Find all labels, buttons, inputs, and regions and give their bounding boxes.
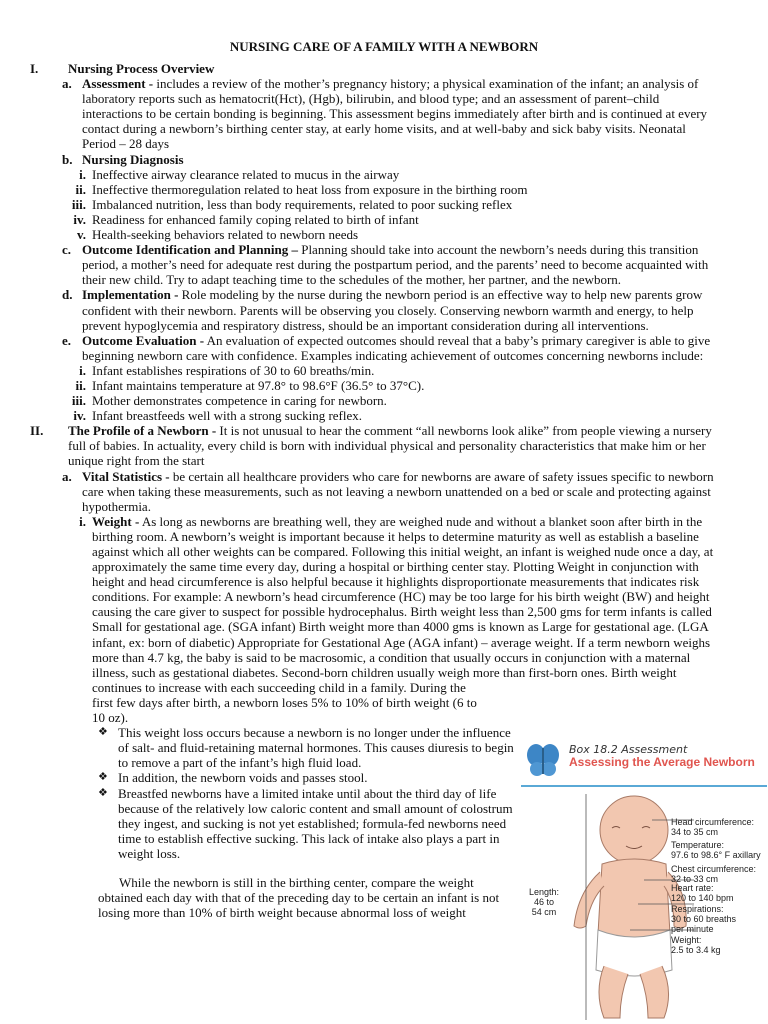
figure-subtitle: Assessing the Average Newborn	[569, 755, 755, 769]
temperature-label: Temperature: 97.6 to 98.6° F axillary	[671, 840, 761, 860]
list-item: iv. Readiness for enhanced family coping related to birth of infant	[73, 211, 419, 227]
diamond-bullet-icon: ❖	[98, 786, 108, 799]
section-title: Nursing Process Overview	[68, 61, 215, 76]
list-item: ❖ Breastfed newborns have a limited intake until about the third day of life because of the relatively low caloric content and small amount of colostrum they ingest, and sucking is not yet established; formula-fed newborns need time to establish effective sucking. This lack of intake also plays a part in weight loss.	[98, 785, 513, 861]
list-item: ❖ This weight loss occurs because a newborn is no longer under the influence of salt- and fluid-retaining maternal hormones. This causes diuresis to begin to remove a part of the infant’s high fluid load.	[98, 725, 514, 771]
list-item: iii. Mother demonstrates competence in caring for newborn.	[71, 393, 387, 409]
box-label: Box 18.2 Assessment	[569, 743, 688, 756]
butterfly-icon	[525, 742, 561, 778]
diamond-bullet-icon: ❖	[98, 771, 108, 784]
list-item: v. Health-seeking behaviors related to newborn needs	[76, 227, 359, 243]
section-marker: I.	[30, 61, 39, 76]
outline-item: e. Outcome Evaluation - An evaluation of expected outcomes should reveal that a baby’s primary caregiver is able to give beginning newborn care with confidence. Examples indicating achievement of outcomes concerning newborns include:	[62, 332, 711, 363]
assessment-figure	[519, 738, 768, 1024]
heart-rate-label: Heart rate: 120 to 140 bpm	[671, 883, 734, 903]
diamond-bullet-icon: ❖	[98, 726, 108, 739]
outline-item: a. Vital Statistics - be certain all healthcare providers who care for newborns are aware of safety issues specific to newborn care when taking these measurements, such as not leaving a newborn unattended on a bed or scale and protecting against hypothermia.	[62, 468, 714, 514]
head-circumference-label: Head circumference: 34 to 35 cm	[671, 817, 755, 837]
list-item: iii. Imbalanced nutrition, less than body requirements, related to poor sucking reflex	[71, 196, 513, 212]
weight-bullets	[30, 725, 518, 861]
length-label: Length: 46 to 54 cm	[529, 887, 560, 917]
document-title: NURSING CARE OF A FAMILY WITH A NEWBORN	[229, 39, 539, 54]
list-item: ii. Infant maintains temperature at 97.8° to 98.6°F (36.5° to 37°C).	[75, 377, 425, 393]
evaluation-list	[30, 363, 720, 423]
list-item: i. Ineffective airway clearance related to mucus in the airway	[79, 166, 400, 182]
list-item: iv. Infant breastfeeds well with a strong sucking reflex.	[73, 408, 363, 424]
closing-paragraph: While the newborn is still in the birthing center, compare the weight obtained each day with that of the preceding day to be certain an infant is not losing more than 10% of birth weight because abnormal loss of weight	[98, 874, 500, 921]
outline-item: i. Weight - As long as newborns are breathing well, they are weighed nude and without a blanket soon after birth in the birthing room. A newborn’s weight is important because it helps to determine maturity as well as establish a baseline against which all other weights can be compared. Following this initial weight, an infant is weighed nude once a day, at approximately the same time every day, during a hospital or birthing center stay. Plotting Weight in conjunction with height and head circumference is also helpful because it highlights disproportionate measurements that indicates risk conditions. For example: A newborn’s head circumference (HC) may be too large for his birth weight (BW) and height causing the care giver to suspect for possible hydrocephalus. Birth weight less than 2,500 gms for term infants is called Small for gestational age. (SGA infant) Birth weight more than 4000 gms is known as Large for gestational age. (LGA infant, ex: born of diabetic) Appropriate for Gestational Age (AGA infant) – average weight. If a term newborn weighs more than 4.7 kg, the baby is said to be macrosomic, a condition that usually occurs in conjunction with a maternal illness, such as gestational diabetes. Second-born children usually weigh more than first-born ones. Birth weight	[79, 513, 714, 680]
chest-circumference-label: Chest circumference: 32 to 33 cm	[671, 864, 757, 884]
section-heading: II. The Profile of a Newborn - It is not unusual to hear the comment “all newborns look alike” from people viewing a nursery full of babies. In actuality, every child is born with individual physical and personality characteristics that make him or her unique right from the start	[30, 423, 712, 469]
outline-item: a. Assessment - includes a review of the mother’s pregnancy history; a physical examination of the infant; an analysis of laboratory reports such as hematocrit(Hct), (Hgb), bilirubin, and blood type; and an assessment of parent–child interactions to be certain bonding is beginning. This assessment begins immediately after birth and is continued at every contact during a newborn’s birthing center stay, at early home visits, and at well-baby and sick baby visits. Neonatal Period – 28 days	[62, 76, 708, 152]
figure-divider	[521, 785, 767, 787]
respirations-label: Respirations: 30 to 60 breaths per minute	[671, 904, 737, 934]
outline-item: d. Implementation - Role modeling by the nurse during the newborn period is an effective way to help new parents grow confident with their newborn. Parents will be observing you closely. Conserving newborn warmth and energy, to help prevent hypoglycemia and respiratory distress, should be an important consideration during all interventions.	[62, 287, 703, 333]
diagnosis-list	[30, 167, 720, 242]
weight-label: Weight: 2.5 to 3.4 kg	[671, 935, 721, 955]
list-item: i. Infant establishes respirations of 30 to 60 breaths/min.	[79, 362, 375, 378]
outline-item: b. Nursing Diagnosis	[62, 151, 184, 167]
list-item: ❖ In addition, the newborn voids and passes stool.	[98, 770, 368, 786]
list-item: ii. Ineffective thermoregulation related to heat loss from exposure in the birthing room	[75, 181, 528, 197]
section-heading	[30, 61, 720, 76]
document-body: I. Nursing Process Overview a. Assessment - includes a review of the mother’s pregnancy history; a physical examination of the infant; an analysis of laboratory reports such as hematocrit(Hct), (Hgb), bilirubin, and blood type; and an assessment of parent–child interactions to be certain bonding is beginning. This assessment begins immediately after birth and is continued at every contact during a newborn’s birthing center stay, at early home visits, and at well-baby and sick baby visits. Neonatal Period – 28 days b. Nursing Diagnosis i. Ineffective airway clearance related to mucus in the airway ii. Ineffective thermoregulation related to heat loss from exposure in the birthing room iii. Imbalanced nutrition, less than body requirements, related to poor sucking reflex iv. Readiness for enhanced family coping related to birth of infant v. Health-seeking behaviors related to newborn needs c. Outcome Identification and Planning – Planning should take into account the newborn’s needs during this transition period, a mother’s need for adequate rest during the postpartum period, and the parents’ need to become acquainted with their new child. Try to adapt teaching time to the schedules of the mother, her partner, and the newborn. d. Implementation - Role modeling by the nurse during the newborn period is an effective way to help new parents grow confident with their newborn. Parents will be observing you closely. Conserving newborn warmth and energy, to help prevent hypoglycemia and respiratory distress, should be an important consideration during all interventions. e. Outcome Evaluation - An evaluation of expected outcomes should reveal that a baby’s primary caregiver is able to give beginning newborn care with confidence. Examples indicating achievement of outcomes concerning newborns include: i. Infant establishes respirations of 30 to 60 breaths/min. ii. Infant maintains temperature at 97.8° to 98.6°F (36.5° to 37°C). iii. Mother demonstrates competence in caring for newborn. iv. Infant breastfeeds well with a strong sucking reflex. II. The Profile of a Newborn - It is not unusual to hear the comment “all newborns look alike” from people viewing a nursery full of babies. In actuality, every child is born with individual physical and personality characteristics that make him or her unique right from the start a. Vital Statistics - be certain all healthcare providers who care for newborns are aware of safety issues specific to newborn care when taking these measurements, such as not leaving a newborn unattended on a bed or scale and protecting against hypothermia. i. Weight - As long as newborns are breathing well, they are weighed nude and without a blanket soon after birth in the birthing room. A newborn’s weight is important because it helps to determine maturity as well as establish a baseline against which all other weights can be compared. Following this initial weight, an infant is weighed nude once a day, at approximately the same time every day, during a hospital or birthing center stay. Plotting Weight in conjunction with height and head circumference is also helpful because it highlights disproportionate measurements that indicates risk conditions. For example: A newborn’s head circumference (HC) may be too large for his birth weight (BW) and height causing the care giver to suspect for possible hydrocephalus. Birth weight less than 2,500 gms for term infants is called Small for gestational age. (SGA infant) Birth weight more than 4000 gms is known as Large for gestational age. (LGA infant, ex: born of diabetic) Appropriate for Gestational Age (AGA infant) – average weight. If a term newborn weighs more than 4.7 kg, the baby is said to be macrosomic, a condition that usually occurs in conjunction with a maternal illness, such as gestational diabetes. Second-born children usually weigh more than first-born ones. Birth weight continues to increase with each succeeding child in a family. During the first few days after birth, a newborn loses 5% to 10% of birth weight (6 to 10 oz). ❖ This weight loss occurs because a newborn is no longer under the influence of salt- and fluid-retaining maternal hormones. This causes diuresis to begin to remove a part of the infant’s high fluid load. ❖ In addition, the newborn voids and passes stool. ❖ Breastfed newborns have a limited intake until about the third day of life because of the relatively low caloric content and small amount of colostrum they ingest, and sucking is not yet established; formula-fed newborns need time to establish effective sucking. This lack of intake also plays a part in weight loss. While the newborn is still in the birthing center, compare the weight obtained each day with that of the preceding day to be certain an infant is not losing more than 10% of birth weight because abnormal loss of weight	[30, 61, 720, 920]
outline-item: c. Outcome Identification and Planning – Planning should take into account the newborn’s needs during this transition period, a mother’s need for adequate rest during the postpartum period, and the parents’ need to become acquainted with their new child. Try to adapt teaching time to the schedules of the mother, her partner, and the newborn.	[62, 242, 709, 288]
